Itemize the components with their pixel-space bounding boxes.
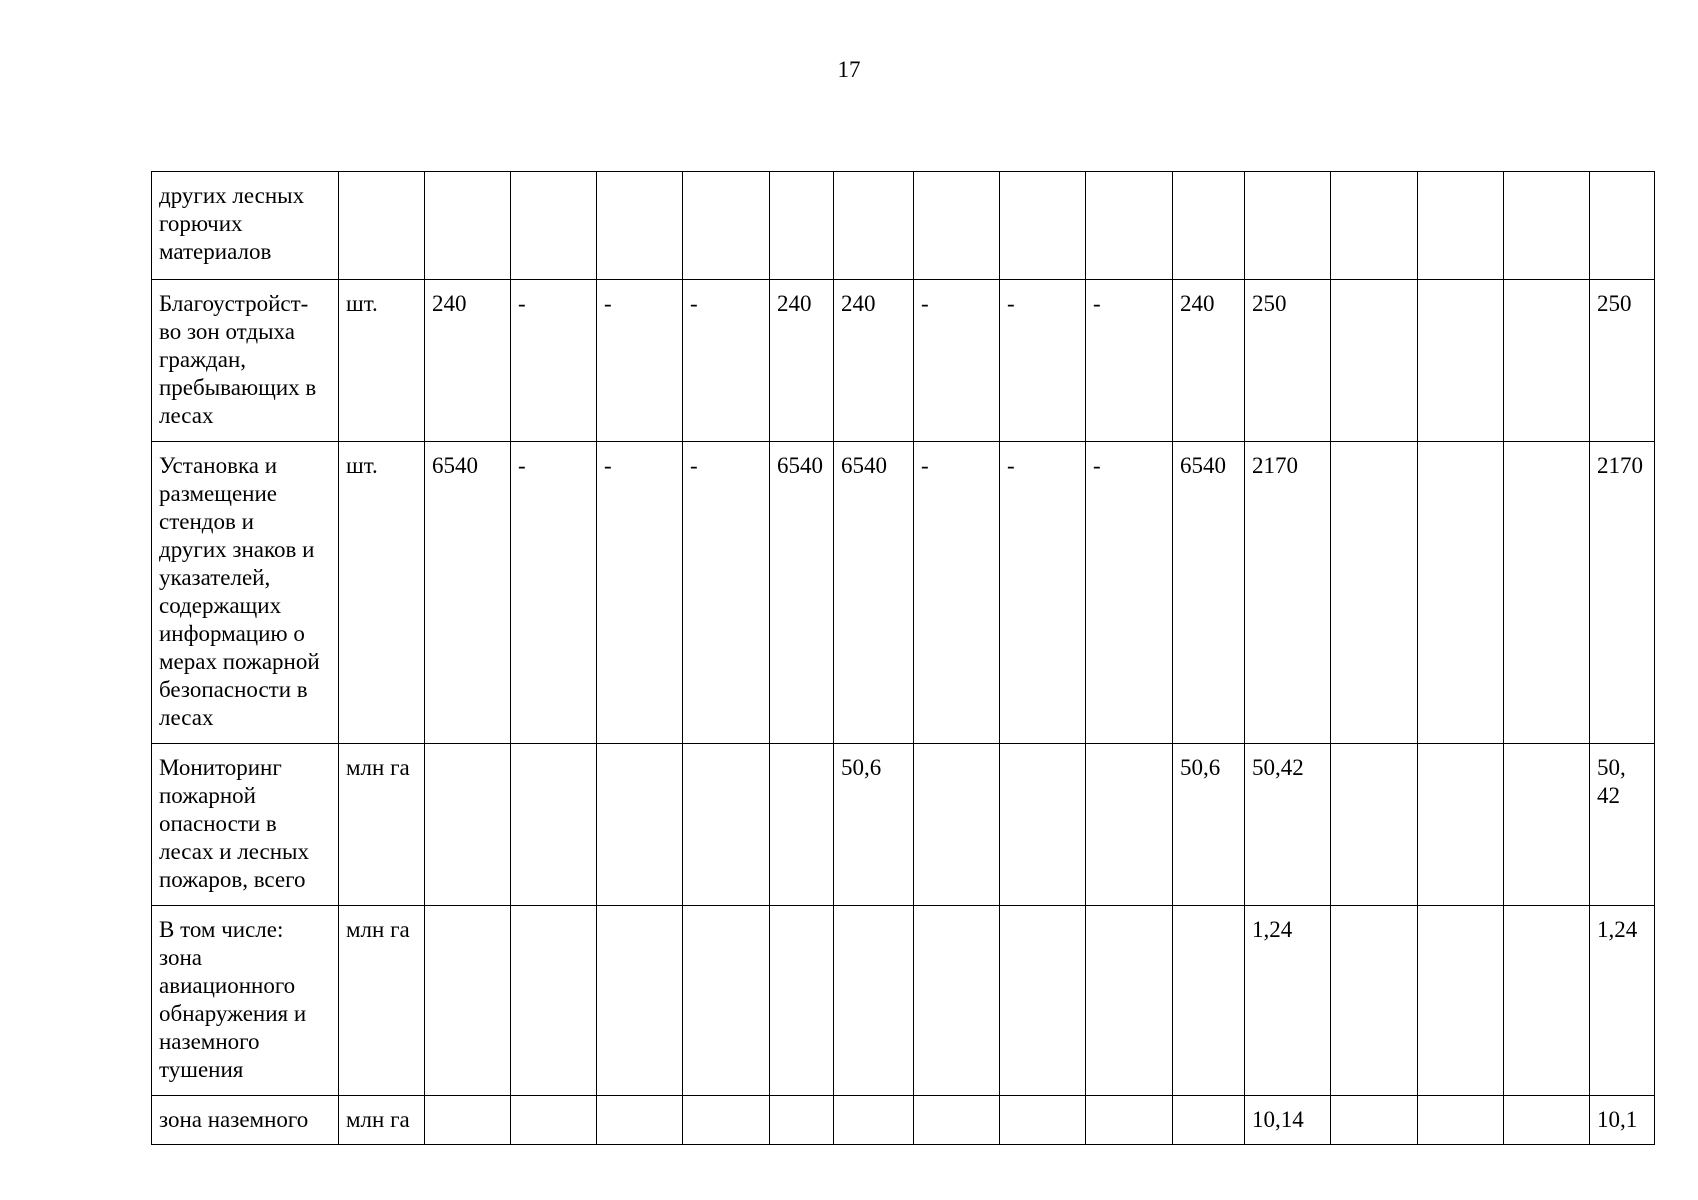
value-cell <box>511 1096 597 1145</box>
row-label-cell: зона наземного <box>152 1096 339 1145</box>
value-cell: 240 <box>425 280 511 442</box>
unit-cell: шт. <box>339 280 425 442</box>
table-row <box>152 906 1655 1096</box>
value-cell <box>1173 906 1245 1096</box>
value-cell <box>1173 1096 1245 1145</box>
value-cell <box>425 172 511 280</box>
unit-cell: млн га <box>339 906 425 1096</box>
page-number: 17 <box>837 57 861 82</box>
value-cell <box>1504 744 1590 906</box>
unit-cell: млн га <box>339 744 425 906</box>
value-cell <box>914 172 1000 280</box>
value-cell: 240 <box>834 280 914 442</box>
value-cell <box>1331 442 1418 744</box>
row-label-cell: других лесных горючих материалов <box>152 172 339 280</box>
value-cell <box>597 906 683 1096</box>
value-cell <box>597 1096 683 1145</box>
value-cell <box>770 744 834 906</box>
value-cell <box>1418 744 1504 906</box>
value-cell: 6540 <box>834 442 914 744</box>
value-cell: 10,1 <box>1590 1096 1655 1145</box>
table-row <box>152 744 1655 906</box>
value-cell <box>1331 1096 1418 1145</box>
value-cell: 6540 <box>770 442 834 744</box>
value-cell: 1,24 <box>1590 906 1655 1096</box>
value-cell <box>1000 744 1086 906</box>
value-cell: - <box>597 442 683 744</box>
value-cell: 6540 <box>425 442 511 744</box>
value-cell <box>1504 442 1590 744</box>
value-cell: - <box>1000 442 1086 744</box>
unit-cell: млн га <box>339 1096 425 1145</box>
value-cell <box>1331 906 1418 1096</box>
value-cell <box>1173 172 1245 280</box>
value-cell: 250 <box>1590 280 1655 442</box>
value-cell <box>511 744 597 906</box>
value-cell: - <box>511 280 597 442</box>
value-cell: - <box>1000 280 1086 442</box>
row-label-cell: Мониторинг пожарной опасности в лесах и лесных пожаров, всего <box>152 744 339 906</box>
value-cell <box>1504 1096 1590 1145</box>
value-cell <box>834 172 914 280</box>
table-row <box>152 1096 1655 1145</box>
value-cell: 1,24 <box>1245 906 1331 1096</box>
value-cell <box>1331 744 1418 906</box>
value-cell <box>1504 172 1590 280</box>
value-cell <box>425 744 511 906</box>
value-cell <box>683 906 770 1096</box>
value-cell <box>683 172 770 280</box>
value-cell <box>1418 906 1504 1096</box>
value-cell <box>511 906 597 1096</box>
value-cell: - <box>683 280 770 442</box>
value-cell: 50,6 <box>834 744 914 906</box>
value-cell <box>1504 280 1590 442</box>
value-cell <box>1418 172 1504 280</box>
row-label-cell: Установка и размещение стендов и других знаков и указателей, содержащих информацию о мерах пожарной безопасности в лесах <box>152 442 339 744</box>
value-cell <box>1418 280 1504 442</box>
value-cell: - <box>914 442 1000 744</box>
data-table <box>151 171 1655 1145</box>
value-cell: 240 <box>1173 280 1245 442</box>
value-cell <box>597 744 683 906</box>
unit-cell <box>339 172 425 280</box>
value-cell: 2170 <box>1245 442 1331 744</box>
value-cell <box>1418 1096 1504 1145</box>
value-cell <box>425 906 511 1096</box>
row-label-cell: В том числе: зона авиационного обнаружения и наземного тушения <box>152 906 339 1096</box>
value-cell <box>1086 172 1173 280</box>
value-cell <box>1000 906 1086 1096</box>
value-cell: - <box>1086 442 1173 744</box>
value-cell <box>1086 1096 1173 1145</box>
value-cell <box>914 1096 1000 1145</box>
value-cell: 50,42 <box>1245 744 1331 906</box>
value-cell <box>1331 172 1418 280</box>
value-cell: - <box>511 442 597 744</box>
value-cell <box>1245 172 1331 280</box>
value-cell: 50,6 <box>1173 744 1245 906</box>
value-cell <box>1000 1096 1086 1145</box>
value-cell: - <box>1086 280 1173 442</box>
value-cell <box>1504 906 1590 1096</box>
value-cell <box>914 744 1000 906</box>
value-cell <box>683 744 770 906</box>
value-cell: 50, 42 <box>1590 744 1655 906</box>
value-cell <box>511 172 597 280</box>
value-cell: 240 <box>770 280 834 442</box>
value-cell: 10,14 <box>1245 1096 1331 1145</box>
value-cell: 6540 <box>1173 442 1245 744</box>
table-row <box>152 172 1655 280</box>
value-cell <box>1000 172 1086 280</box>
value-cell: - <box>914 280 1000 442</box>
value-cell: - <box>597 280 683 442</box>
unit-cell: шт. <box>339 442 425 744</box>
value-cell <box>1331 280 1418 442</box>
value-cell <box>683 1096 770 1145</box>
value-cell <box>770 1096 834 1145</box>
value-cell <box>914 906 1000 1096</box>
row-label-cell: Благоустройст- во зон отдыха граждан, пребывающих в лесах <box>152 280 339 442</box>
value-cell <box>425 1096 511 1145</box>
value-cell <box>1418 442 1504 744</box>
value-cell <box>1086 906 1173 1096</box>
table-row <box>152 442 1655 744</box>
value-cell <box>834 1096 914 1145</box>
value-cell <box>597 172 683 280</box>
value-cell <box>770 906 834 1096</box>
value-cell: - <box>683 442 770 744</box>
value-cell <box>1590 172 1655 280</box>
value-cell: 2170 <box>1590 442 1655 744</box>
value-cell <box>770 172 834 280</box>
table-row <box>152 280 1655 442</box>
value-cell <box>834 906 914 1096</box>
value-cell <box>1086 744 1173 906</box>
value-cell: 250 <box>1245 280 1331 442</box>
